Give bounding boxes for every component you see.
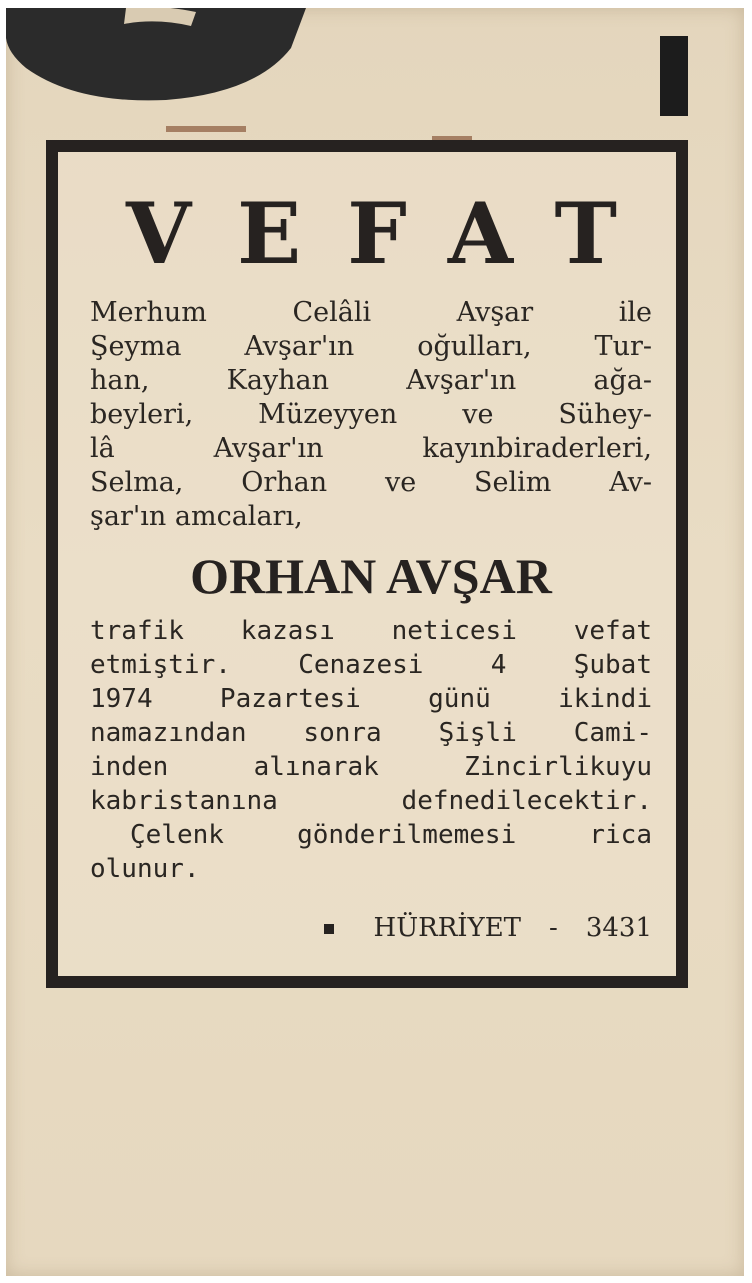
- body-line: etmiştir. Cenazesi 4 Şubat: [90, 650, 652, 680]
- ad-number: 3431: [585, 913, 652, 943]
- newspaper-clipping: [6, 8, 744, 1276]
- headline: VEFAT: [126, 184, 664, 283]
- intro-line: Şeyma Avşar'ın oğulları, Tur-: [90, 331, 652, 362]
- body-line: namazından sonra Şişli Cami-: [90, 718, 652, 748]
- intro-line: han, Kayhan Avşar'ın ağa-: [90, 365, 652, 396]
- bullet-icon: [324, 924, 334, 934]
- intro-line: Selma, Orhan ve Selim Av-: [90, 467, 652, 498]
- ink-smudge-shape: [6, 8, 306, 108]
- closing-line: olunur.: [90, 854, 200, 884]
- footer-separator: -: [549, 913, 558, 943]
- publication-name: HÜRRİYET: [373, 913, 522, 943]
- body-line: trafik kazası neticesi vefat: [90, 616, 652, 646]
- body-line: kabristanına defnedilecektir.: [90, 786, 652, 816]
- intro-line: Merhum Celâli Avşar ile: [90, 297, 652, 328]
- publication-footer: [90, 910, 652, 946]
- body-line: 1974 Pazartesi günü ikindi: [90, 684, 652, 714]
- intro-line: lâ Avşar'ın kayınbiraderleri,: [90, 433, 652, 464]
- obituary-frame: [46, 140, 688, 988]
- ink-bar-shape: [660, 36, 688, 116]
- tape-mark: [166, 126, 246, 132]
- intro-line: şar'ın amcaları,: [90, 501, 303, 532]
- body-line: inden alınarak Zincirlikuyu: [90, 752, 652, 782]
- intro-line: beyleri, Müzeyyen ve Sühey-: [90, 399, 652, 430]
- obituary-content: [90, 184, 664, 946]
- closing-line: Çelenk gönderilmemesi rica: [130, 820, 652, 850]
- deceased-name: ORHAN AVŞAR: [190, 548, 552, 604]
